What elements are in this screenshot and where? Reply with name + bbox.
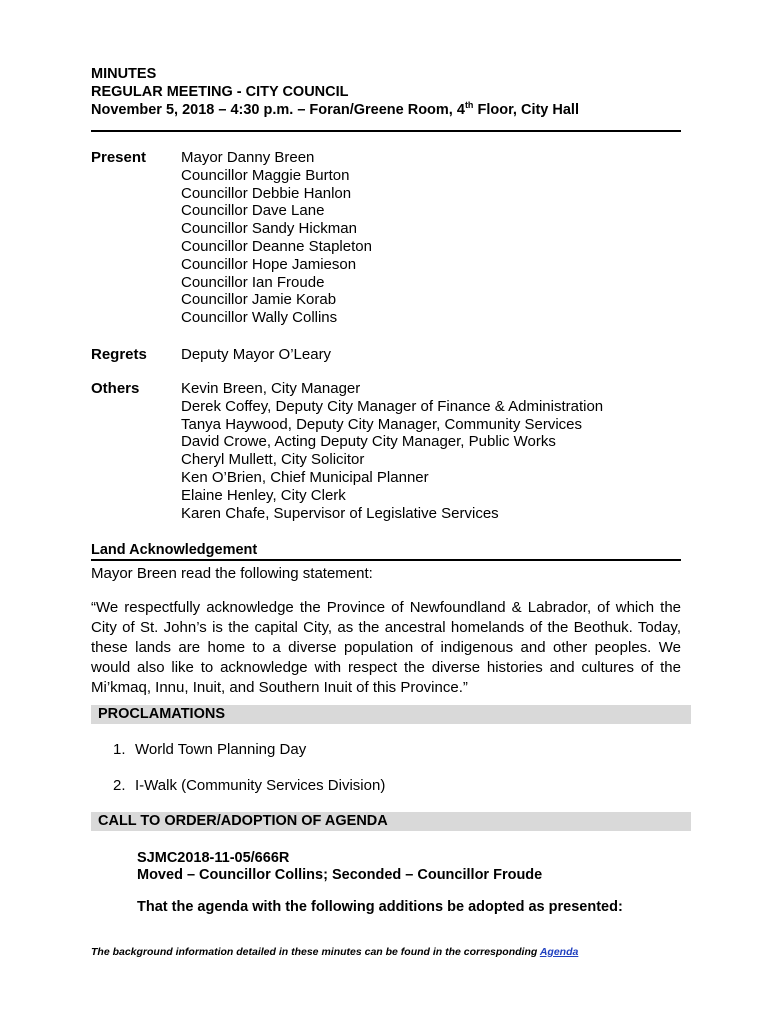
proclamations-heading: PROCLAMATIONS (98, 706, 226, 722)
present-label: Present (91, 149, 147, 166)
land-statement: “We respectfully acknowledge the Province of Newfoundland & Labrador, of which the City of St. John’s is the capital City, as the ancestral homelands of the Beothuk. Today, these lands are home to a diverse population of indigenous and other peoples. We would also like to acknowledge with respect the diverse histories and cultures of the Mi’kmaq, Innu, Inuit, and Southern Inuit of this Province.” (91, 599, 681, 696)
motion-resolution: That the agenda with the following additions be adopted as presented: (137, 899, 623, 915)
present-name: Councillor Wally Collins (181, 309, 338, 327)
others-name: Tanya Haywood, Deputy City Manager, Community Services (181, 415, 583, 433)
others-name: Derek Coffey, Deputy City Manager of Finance & Administration (181, 397, 604, 415)
floor-suffix: th (464, 100, 474, 111)
proclamation-number: 2. (113, 777, 126, 794)
footer-note (91, 946, 578, 959)
call-to-order-heading-band (91, 812, 691, 831)
others-list (181, 380, 603, 522)
proclamation-text: I-Walk (Community Services Division) (135, 777, 386, 794)
meeting-location-text: Floor, City Hall (473, 102, 579, 118)
land-intro: Mayor Breen read the following statement: (91, 565, 373, 582)
others-name: Ken O’Brien, Chief Municipal Planner (181, 468, 429, 486)
others-name: Cheryl Mullett, City Solicitor (181, 451, 365, 469)
proclamation-text: World Town Planning Day (135, 741, 307, 758)
motion-moved-seconded: Moved – Councillor Collins; Seconded – Councillor Froude (137, 867, 543, 883)
meeting-type: REGULAR MEETING - CITY COUNCIL (91, 84, 349, 100)
others-label: Others (91, 380, 140, 397)
present-name: Councillor Ian Froude (181, 273, 325, 291)
others-name: Karen Chafe, Supervisor of Legislative Services (181, 504, 499, 522)
call-to-order-heading: CALL TO ORDER/ADOPTION OF AGENDA (98, 813, 388, 829)
present-name: Councillor Debbie Hanlon (181, 184, 352, 202)
regrets-label: Regrets (91, 346, 147, 363)
proclamations-heading-band (91, 705, 691, 724)
regrets-name: Deputy Mayor O’Leary (181, 346, 332, 363)
meeting-date-text: November 5, 2018 – 4:30 p.m. – Foran/Greene Room, 4 (91, 102, 465, 118)
doc-title: MINUTES (91, 66, 157, 82)
motion-id: SJMC2018-11-05/666R (137, 850, 290, 866)
proclamation-item (113, 777, 385, 795)
present-name: Councillor Dave Lane (181, 202, 325, 220)
footer-text: The background information detailed in these minutes can be found in the corresponding (91, 946, 540, 958)
present-name: Councillor Deanne Stapleton (181, 237, 372, 255)
meeting-date-location (91, 102, 579, 119)
present-name: Councillor Sandy Hickman (181, 220, 357, 238)
proclamation-item (113, 741, 306, 759)
regrets-list (181, 346, 331, 364)
present-list (181, 149, 372, 327)
present-name: Councillor Hope Jamieson (181, 255, 357, 273)
agenda-link[interactable]: Agenda (539, 946, 579, 958)
others-name: David Crowe, Acting Deputy City Manager, Public Works (181, 433, 556, 451)
land-acknowledgement-heading: Land Acknowledgement (91, 541, 681, 561)
others-name: Kevin Breen, City Manager (181, 380, 361, 397)
header-divider (91, 130, 681, 132)
present-name: Councillor Maggie Burton (181, 166, 350, 184)
proclamation-number: 1. (113, 741, 126, 758)
present-name: Councillor Jamie Korab (181, 291, 337, 309)
others-name: Elaine Henley, City Clerk (181, 486, 346, 504)
present-name: Mayor Danny Breen (181, 149, 315, 166)
